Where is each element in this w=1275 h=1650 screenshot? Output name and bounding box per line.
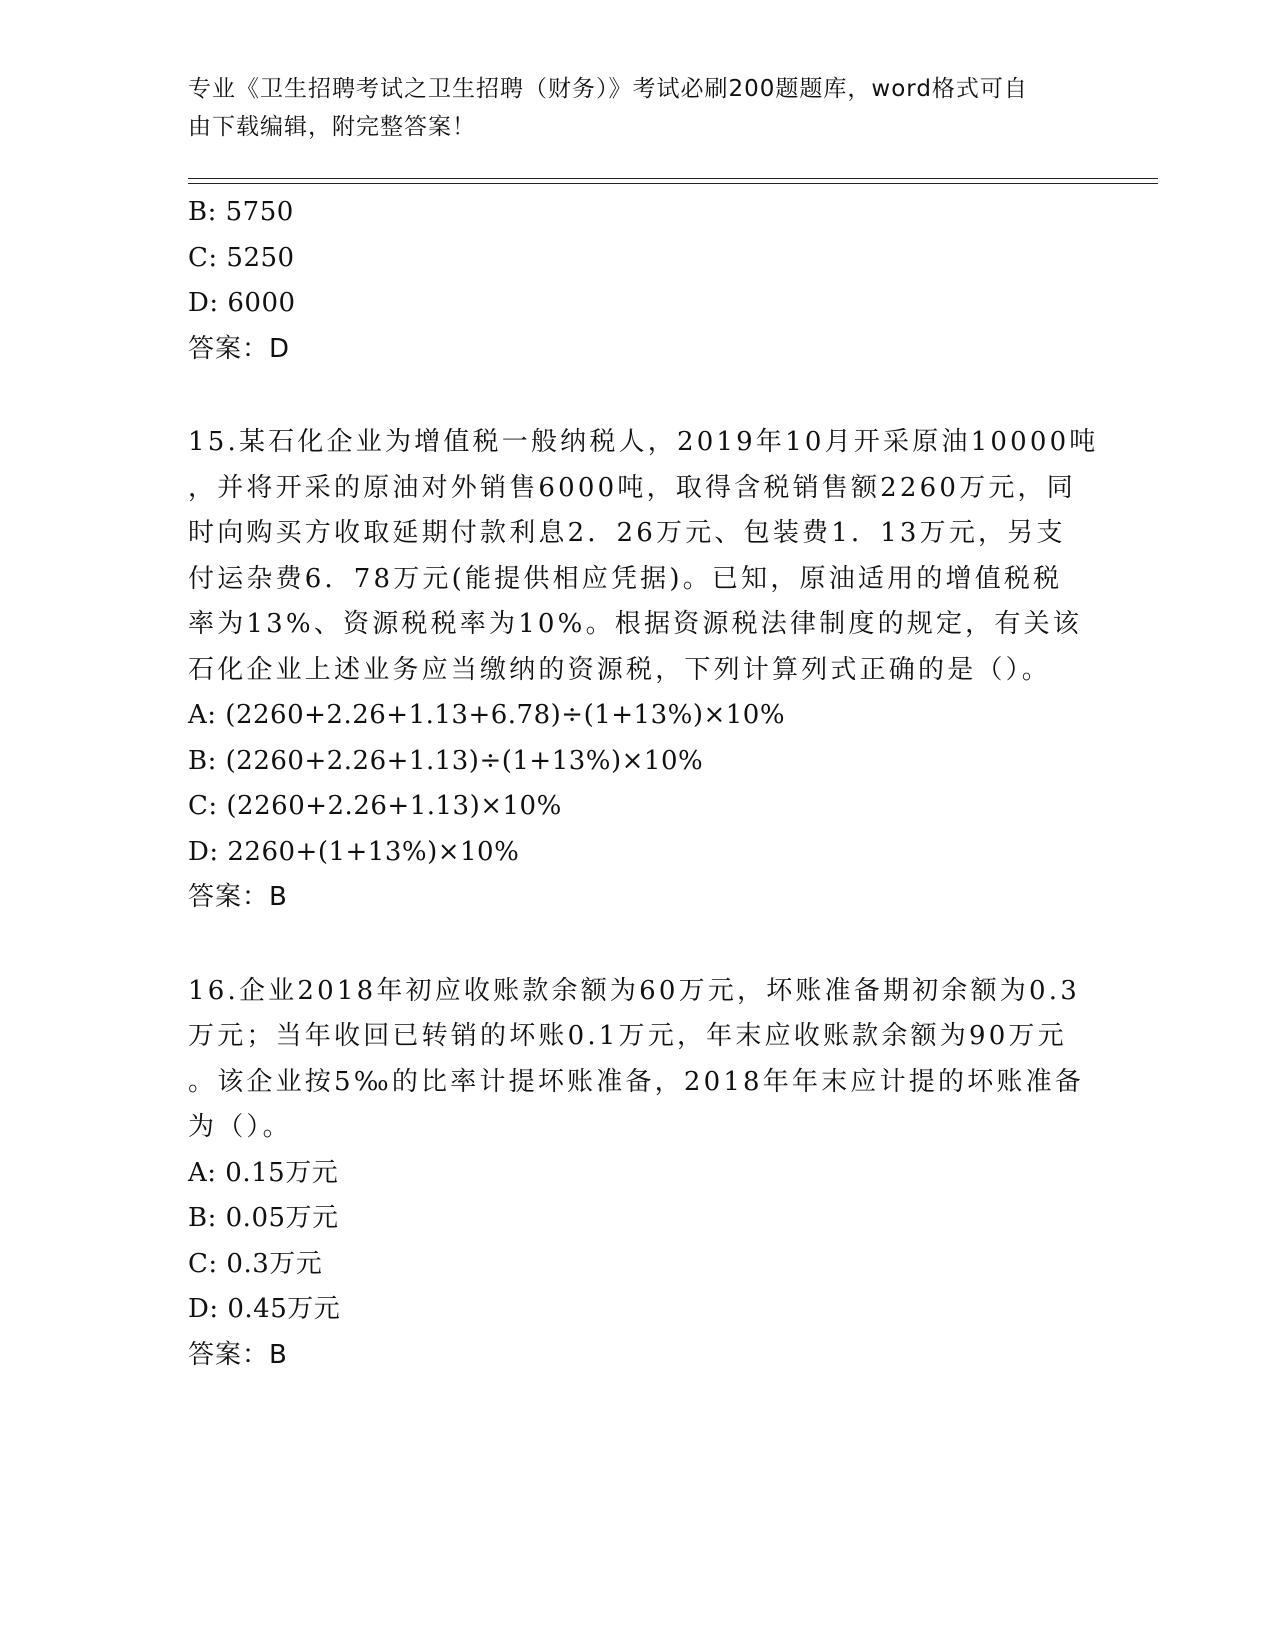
header-title-line-2: 由下载编辑，附完整答案！ [188, 114, 476, 140]
answer-line: 答案：B [188, 882, 288, 912]
option-d: D: 0.45万元 [188, 1294, 341, 1324]
option-b: B: 5750 [188, 197, 294, 227]
option-d: D: 2260+(1+13%)×10% [188, 836, 520, 867]
option-a: A: 0.15万元 [188, 1157, 339, 1188]
question-16 [188, 969, 1088, 1379]
header-divider [188, 178, 1158, 184]
question-stem-line: 付运杂费6．78万元(能提供相应凭据)。已知，原油适用的增值税税 [188, 563, 1063, 594]
question-stem-line: 万元；当年收回已转销的坏账0.1万元，年末应收账款余额为90万元 [188, 1021, 1067, 1051]
option-b: B: (2260+2.26+1.13)÷(1+13%)×10% [188, 745, 704, 776]
question-14-tail [188, 190, 1088, 372]
option-c: C: 0.3万元 [188, 1248, 323, 1279]
question-stem-line: ，并将开采的原油对外销售6000吨，取得含税销售额2260万元，同 [188, 472, 1076, 503]
answer-line: 答案：B [188, 1339, 288, 1370]
page-header [188, 70, 1088, 146]
question-stem-line: 16.企业2018年初应收账款余额为60万元，坏账准备期初余额为0.3 [188, 975, 1080, 1006]
answer-line: 答案：D [188, 333, 291, 364]
question-stem-line: 率为13%、资源税税率为10%。根据资源税法律制度的规定，有关该 [188, 609, 1082, 639]
question-stem-line: 。该企业按5‰的比率计提坏账准备，2018年年末应计提的坏账准备 [188, 1066, 1084, 1097]
question-15 [188, 420, 1099, 921]
option-d: D: 6000 [188, 288, 296, 318]
header-title-line-1: 专业《卫生招聘考试之卫生招聘（财务）》考试必刷200题题库，word格式可自 [188, 76, 1028, 102]
option-a: A: (2260+2.26+1.13+6.78)÷(1+13%)×10% [188, 700, 786, 730]
option-c: C: 5250 [188, 242, 295, 273]
option-c: C: (2260+2.26+1.13)×10% [188, 791, 562, 821]
question-stem-line: 为（）。 [188, 1112, 292, 1142]
spacer [188, 921, 1088, 969]
question-stem-line: 时向购买方收取延期付款利息2．26万元、包装费1．13万元，另支 [188, 518, 1066, 548]
question-stem-line: 石化企业上述业务应当缴纳的资源税，下列计算列式正确的是（）。 [188, 654, 1052, 685]
question-stem-line: 15.某石化企业为增值税一般纳税人，2019年10月开采原油10000吨 [188, 427, 1099, 457]
document-body [188, 190, 1099, 1378]
spacer [188, 372, 1088, 420]
option-b: B: 0.05万元 [188, 1203, 339, 1233]
